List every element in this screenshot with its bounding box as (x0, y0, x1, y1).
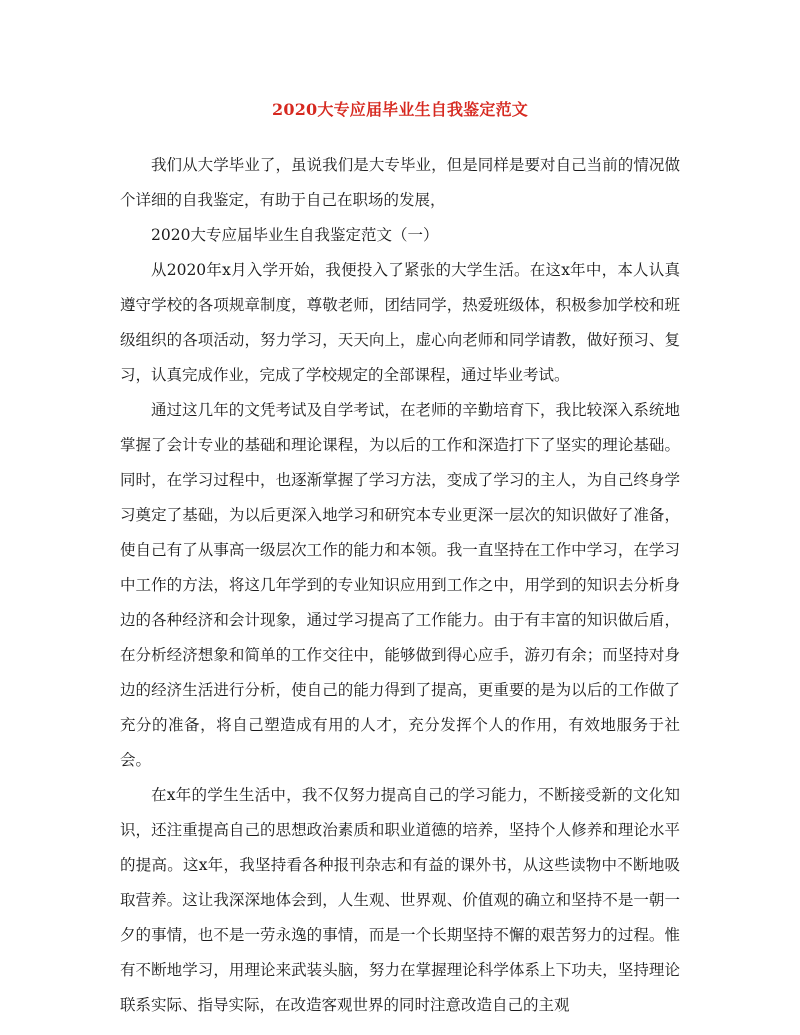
document-title: 2020大专应届毕业生自我鉴定范文 (272, 100, 528, 119)
document-body (120, 148, 680, 1023)
body-paragraph: 从2020年x月入学开始，我便投入了紧张的大学生活。在这x年中，本人认真遵守学校的各项规章制度，尊敬老师，团结同学，热爱班级体，积极参加学校和班级组织的各项活动，努力学习，天天向上，虚心向老师和同学请教，做好预习、复习，认真完成作业，完成了学校规定的全部课程，通过毕业考试。 (120, 261, 680, 384)
body-paragraph: 通过这几年的文凭考试及自学考试，在老师的辛勤培育下，我比较深入系统地掌握了会计专业的基础和理论课程，为以后的工作和深造打下了坚实的理论基础。同时，在学习过程中，也逐渐掌握了学习方法，变成了学习的主人，为自己终身学习奠定了基础，为以后更深入地学习和研究本专业更深一层次的知识做好了准备，使自己有了从事高一级层次工作的能力和本领。我一直坚持在工作中学习，在学习中工作的方法，将这几年学到的专业知识应用到工作之中，用学到的知识去分析身边的各种经济和会计现象，通过学习提高了工作能力。由于有丰富的知识做后盾，在分析经济想象和简单的工作交往中，能够做到得心应手，游刃有余；而坚持对身边的经济生活进行分析，使自己的能力得到了提高，更重要的是为以后的工作做了充分的准备，将自己塑造成有用的人才，充分发挥个人的作用，有效地服务于社会。 (120, 401, 680, 769)
section-heading: 2020大专应届毕业生自我鉴定范文（一） (151, 226, 439, 244)
body-paragraph: 在x年的学生生活中，我不仅努力提高自己的学习能力，不断接受新的文化知识，还注重提高自己的思想政治素质和职业道德的培养，坚持个人修养和理论水平的提高。这x年，我坚持看各种报刊杂志和有益的课外书，从这些读物中不断地吸取营养。这让我深深地体会到，人生观、世界观、价值观的确立和坚持不是一朝一夕的事情，也不是一劳永逸的事情，而是一个长期坚持不懈的艰苦努力的过程。惟有不断地学习，用理论来武装头脑，努力在掌握理论科学体系上下功夫，坚持理论联系实际、指导实际，在改造客观世界的同时注意改造自己的主观 (120, 786, 680, 1014)
intro-paragraph: 我们从大学毕业了，虽说我们是大专毕业，但是同样是要对自己当前的情况做个详细的自我鉴定，有助于自己在职场的发展， (120, 156, 680, 209)
